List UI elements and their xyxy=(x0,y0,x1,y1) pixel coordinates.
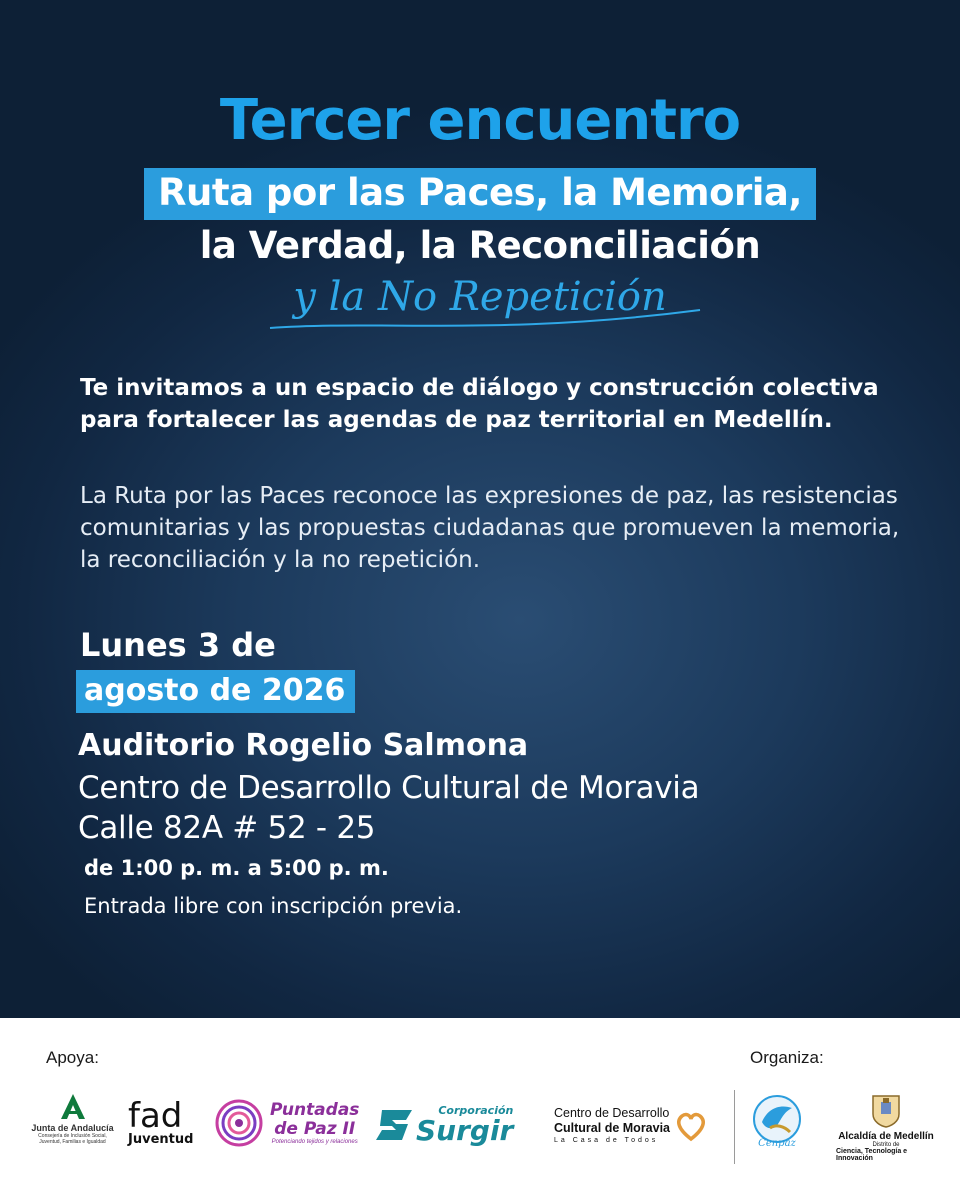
highlight-line: Ruta por las Paces, la Memoria, xyxy=(144,168,816,220)
venue-place: Centro de Desarrollo Cultural de Moravia xyxy=(78,770,700,806)
moravia-line-1: Centro de Desarrollo xyxy=(554,1106,670,1120)
heart-icon xyxy=(674,1109,708,1143)
intro-text: Te invitamos a un espacio de diálogo y construcción colectiva para fortalecer las agendas de paz territorial en Medellín. xyxy=(80,375,879,433)
surgir-s-icon xyxy=(374,1106,414,1144)
subtitle-line: la Verdad, la Reconciliación xyxy=(199,224,761,267)
highlight-line-wrap xyxy=(0,168,960,220)
date-line-2: agosto de 2026 xyxy=(76,670,355,713)
fingerprint-icon xyxy=(214,1098,264,1148)
junta-name: Junta de Andalucía xyxy=(31,1123,114,1133)
venue-address: Calle 82A # 52 - 25 xyxy=(78,810,376,846)
moravia-line-3: La Casa de Todos xyxy=(554,1137,659,1144)
date-line-1: Lunes 3 de xyxy=(80,626,276,664)
event-time: de 1:00 p. m. a 5:00 p. m. xyxy=(84,856,389,880)
alcaldia-line-3: Ciencia, Tecnología e Innovación xyxy=(836,1148,908,1162)
alcaldia-line-2: Distrito de xyxy=(872,1142,900,1148)
junta-andalucia-logo xyxy=(30,1092,115,1172)
fad-subtitle: Juventud xyxy=(128,1132,194,1147)
puntadas-line-1: Puntadas xyxy=(270,1100,360,1120)
puntadas-subtitle: Potenciando tejidos y relaciones xyxy=(271,1139,358,1145)
script-subtitle-text: y la No Repetición xyxy=(293,274,667,320)
cenpaz-name: Cenpaz xyxy=(758,1138,796,1149)
moravia-logo xyxy=(554,1106,708,1146)
moravia-line-2b: Moravia xyxy=(622,1121,671,1135)
medellin-shield-icon xyxy=(871,1094,901,1128)
alcaldia-logo xyxy=(836,1094,936,1162)
puntadas-line-2: de Paz II xyxy=(274,1119,356,1139)
fad-name: fad xyxy=(128,1096,183,1136)
poster-title: Tercer encuentro xyxy=(219,88,741,153)
moravia-line-2a: Cultural de xyxy=(554,1121,623,1135)
junta-subtitle: Consejería de Inclusión Social, Juventud, Familias e Igualdad xyxy=(38,1133,107,1145)
entry-note: Entrada libre con inscripción previa. xyxy=(84,894,463,918)
fad-logo xyxy=(128,1096,194,1147)
footer-divider xyxy=(734,1090,735,1164)
surgir-line-1: Corporación xyxy=(438,1104,514,1117)
surgir-logo xyxy=(374,1104,513,1145)
support-label: Apoya: xyxy=(46,1048,99,1067)
venue-name: Auditorio Rogelio Salmona xyxy=(78,728,529,763)
surgir-line-2: Surgir xyxy=(416,1114,514,1147)
dove-icon xyxy=(752,1094,802,1144)
cenpaz-logo xyxy=(752,1094,802,1149)
description-text: La Ruta por las Paces reconoce las expresiones de paz, las resistencias comunitarias y las propuestas ciudadanas que promueven la memoria, la reconciliación y la no repetición. xyxy=(80,483,900,573)
script-subtitle xyxy=(240,270,720,340)
puntadas-logo xyxy=(214,1098,359,1148)
junta-emblem-icon xyxy=(58,1092,88,1122)
alcaldia-line-1: Alcaldía de Medellín xyxy=(838,1131,934,1142)
organize-label: Organiza: xyxy=(750,1048,824,1067)
